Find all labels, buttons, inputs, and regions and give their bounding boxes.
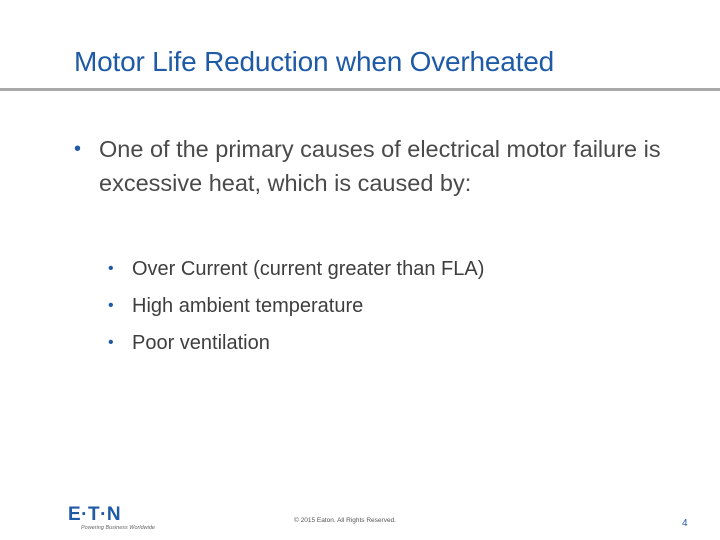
main-bullet-text: One of the primary causes of electrical motor failure is excessive heat, which is caused by: <box>99 136 661 196</box>
sub-bullet-text: Poor ventilation <box>132 332 270 354</box>
page-number: 4 <box>682 518 688 529</box>
sub-bullet-text: Over Current (current greater than FLA) <box>132 258 485 280</box>
sub-bullet-item <box>108 328 688 365</box>
main-bullet <box>74 132 694 200</box>
bullet-icon: • <box>74 138 82 160</box>
bullet-icon: • <box>108 334 114 351</box>
eaton-logo: E·T·N <box>68 504 122 525</box>
bullet-icon: • <box>108 260 114 277</box>
sub-bullet-text: High ambient temperature <box>132 295 364 317</box>
sub-bullet-item <box>108 291 688 328</box>
sub-bullet-item <box>108 254 688 291</box>
copyright-text: © 2015 Eaton. All Rights Reserved. <box>294 517 396 524</box>
slide-title: Motor Life Reduction when Overheated <box>74 46 554 77</box>
sub-bullet-list <box>108 254 688 365</box>
title-divider <box>0 88 720 91</box>
logo-tagline: Powering Business Worldwide <box>81 525 155 531</box>
bullet-icon: • <box>108 297 114 314</box>
